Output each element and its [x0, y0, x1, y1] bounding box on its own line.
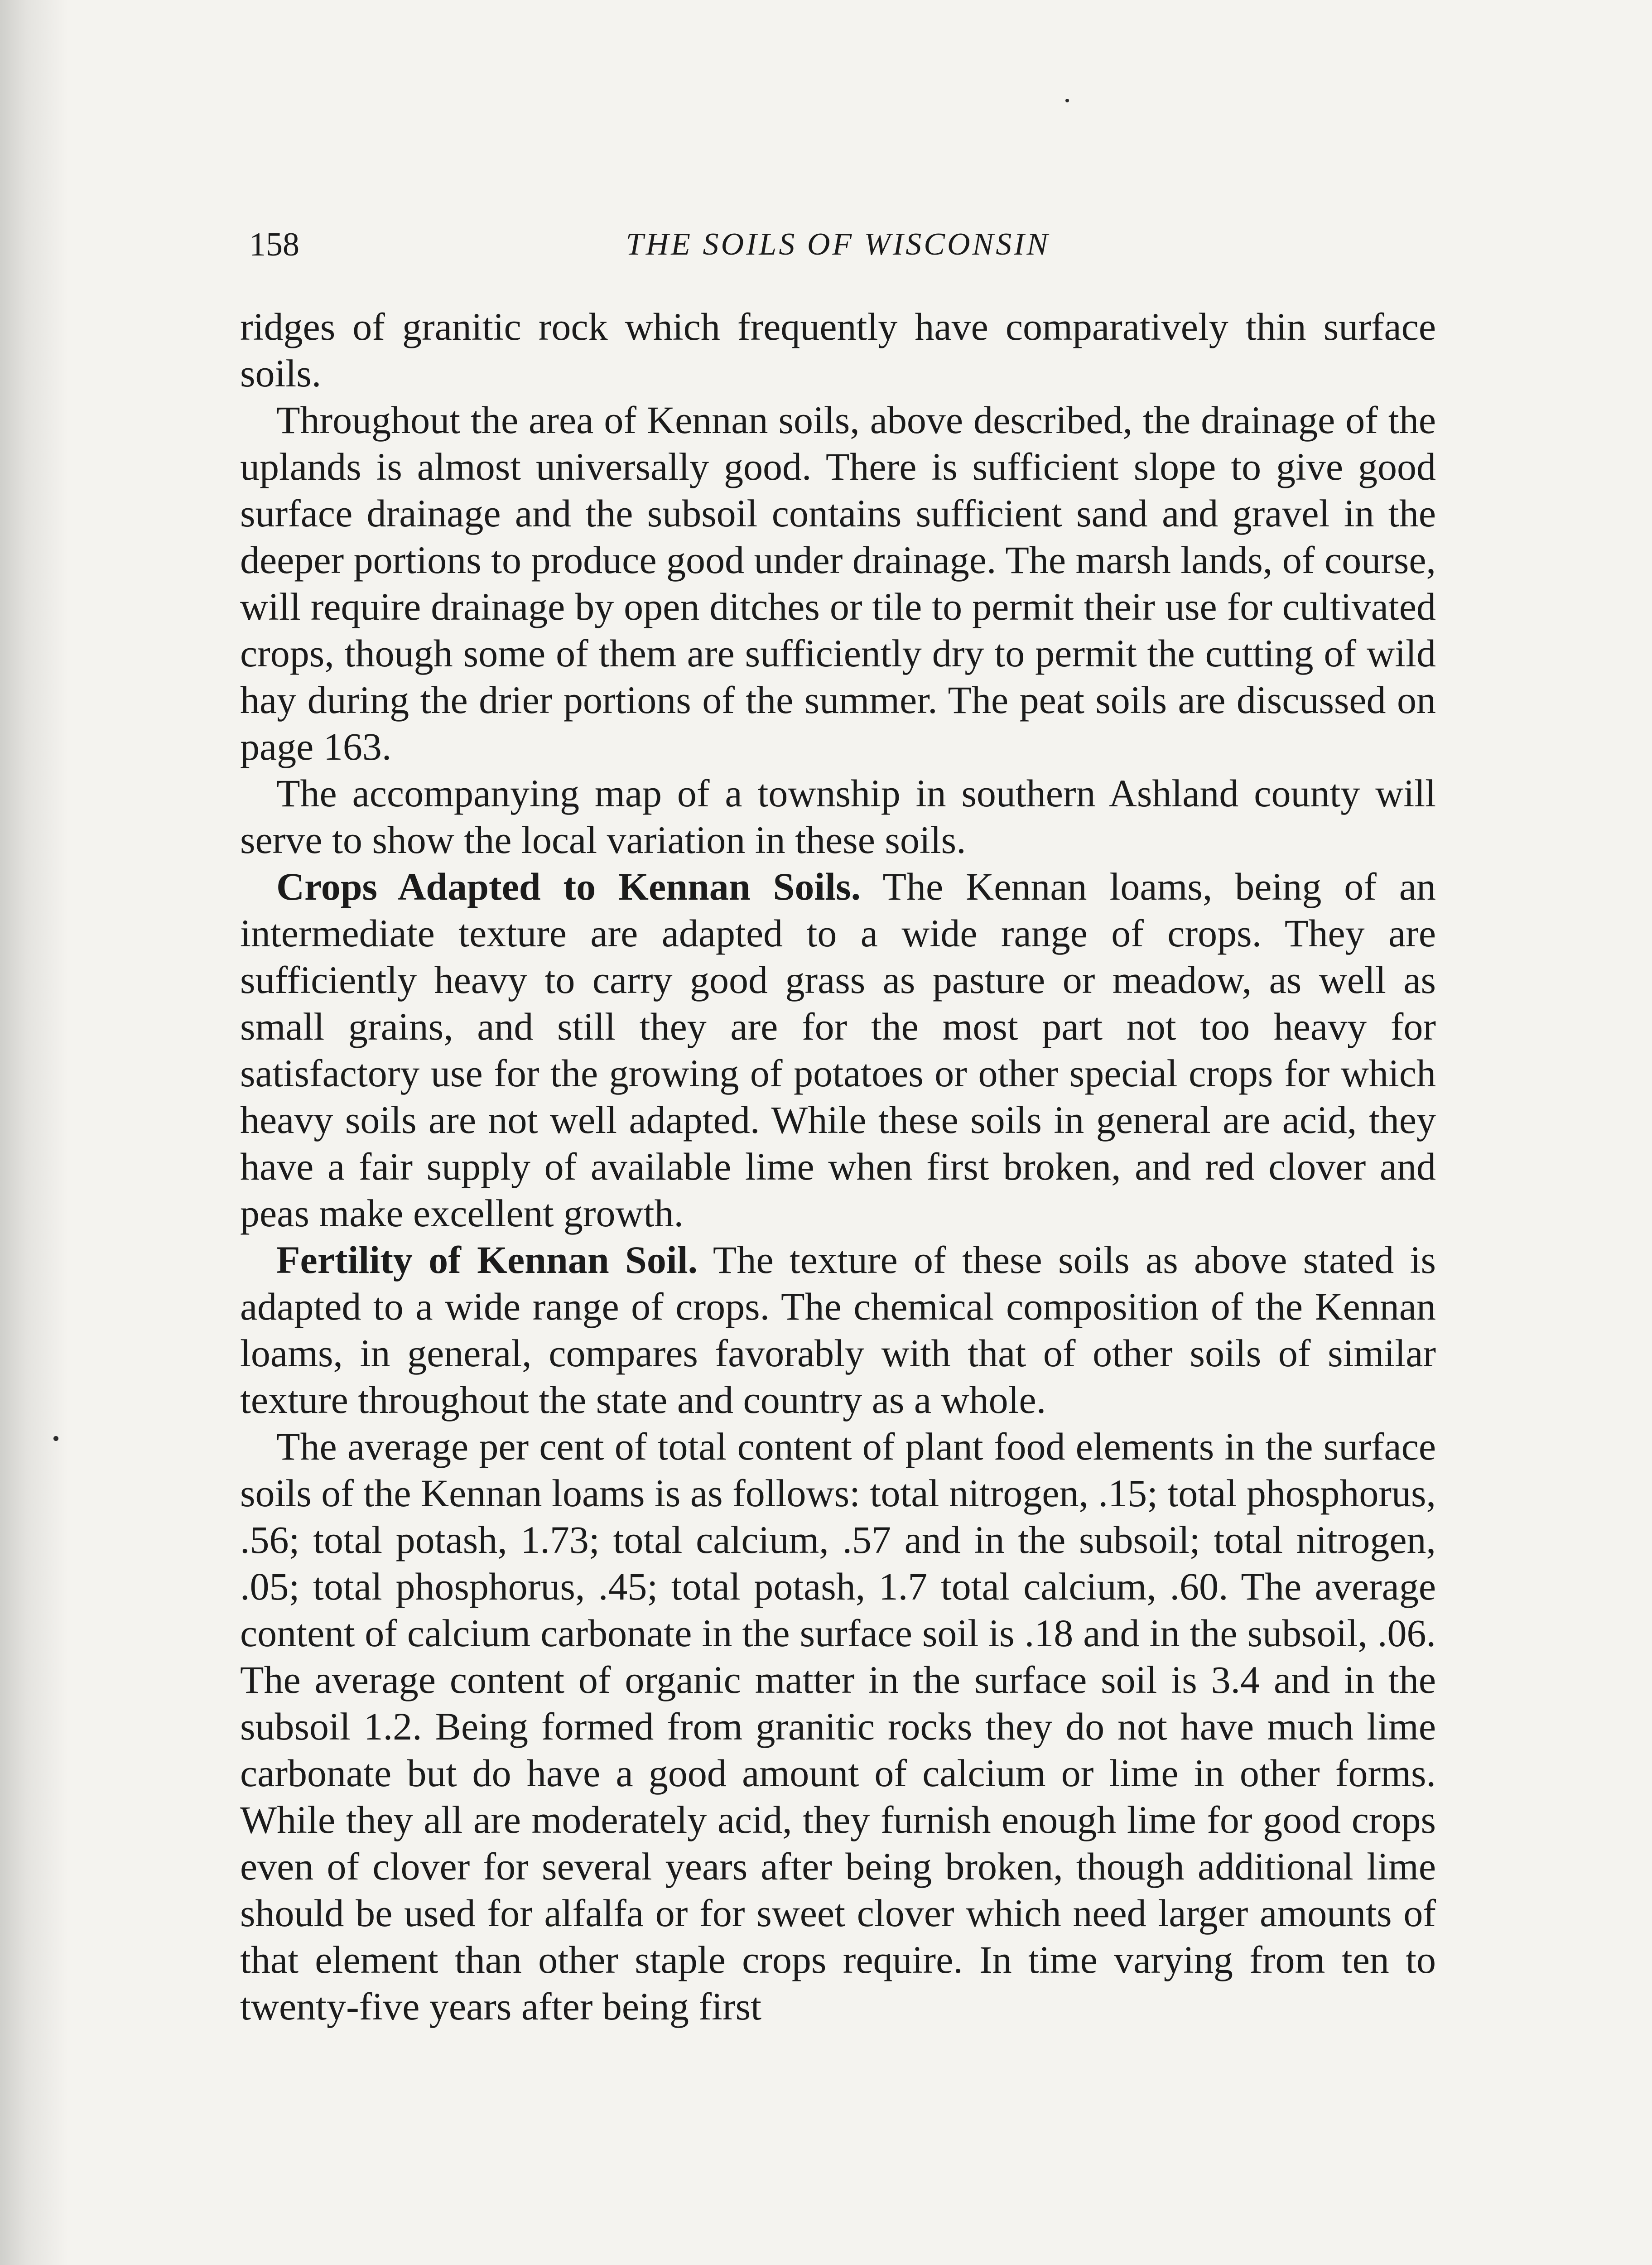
page-number: 158: [249, 226, 299, 263]
paragraph-text: The average per cent of total content of plant food elements in the surface soils of the Kennan loams is as follows: total nitrogen, .15; total phosphorus, .56; total potash, 1.73; total calcium, .57 and in the subsoil; total nitrogen, .05; total phosphorus, .45; total potash, 1.7 total calcium, .60. The average content of calcium carbonate in the surface soil is .18 and in the subsoil, .06. The average content of organic matter in the surface soil is 3.4 and in the subsoil 1.2. Being formed from granitic rocks they do not have much lime carbonate but do have a good amount of calcium or lime in other forms. While they all are moderately acid, they furnish enough lime for good crops even of clover for several years after being broken, though additional lime should be used for alfalfa or for sweet clover which need larger amounts of that element than other staple crops require. In time varying from ten to twenty-five years after being first: [240, 1425, 1436, 2028]
scan-edge-shadow: [0, 0, 68, 2265]
running-title: THE SOILS OF WISCONSIN: [626, 227, 1050, 262]
scan-speck: [53, 1436, 58, 1441]
page-header: [240, 217, 1436, 272]
paragraph-text: Throughout the area of Kennan soils, above described, the drainage of the uplands is almost universally good. There is sufficient slope to give good surface drainage and the subsoil contains sufficient sand and gravel in the deeper portions to produce good under drainage. The marsh lands, of course, will require drainage by open ditches or tile to permit their use for cultivated crops, though some of them are sufficiently dry to permit the cutting of wild hay during the drier portions of the summer. The peat soils are discussed on page 163.: [240, 398, 1436, 768]
book-page: [240, 217, 1436, 2030]
paragraph: [240, 304, 1436, 397]
paragraph-text: The Kennan loams, being of an intermediate texture are adapted to a wide range of crops. They are sufficiently heavy to carry good grass as pasture or meadow, as well as small grains, and still they are for the most part not too heavy for satisfactory use for the growing of potatoes or other special crops for which heavy soils are not well adapted. While these soils in general are acid, they have a fair supply of available lime when first broken, and red clover and peas make excellent growth.: [240, 865, 1436, 1235]
paragraph-text: ridges of granitic rock which frequently have comparatively thin surface soils.: [240, 305, 1436, 395]
section-heading-fertility: Fertility of Kennan Soil.: [276, 1238, 698, 1282]
body-text: [240, 304, 1436, 2030]
paragraph: [240, 770, 1436, 863]
section-heading-crops: Crops Adapted to Kennan Soils.: [276, 865, 861, 908]
paragraph-text: The accompanying map of a township in southern Ashland county will serve to show the local variation in these soils.: [240, 771, 1436, 862]
paragraph: [240, 1423, 1436, 2030]
paragraph: [240, 863, 1436, 1237]
paragraph: [240, 1237, 1436, 1423]
paragraph-text: The texture of these soils as above stated is adapted to a wide range of crops. The chemical composition of the Kennan loams, in general, compares favorably with that of other soils of similar texture throughout the state and country as a whole.: [240, 1238, 1436, 1422]
scan-speck: [1065, 99, 1069, 102]
paragraph: [240, 397, 1436, 770]
